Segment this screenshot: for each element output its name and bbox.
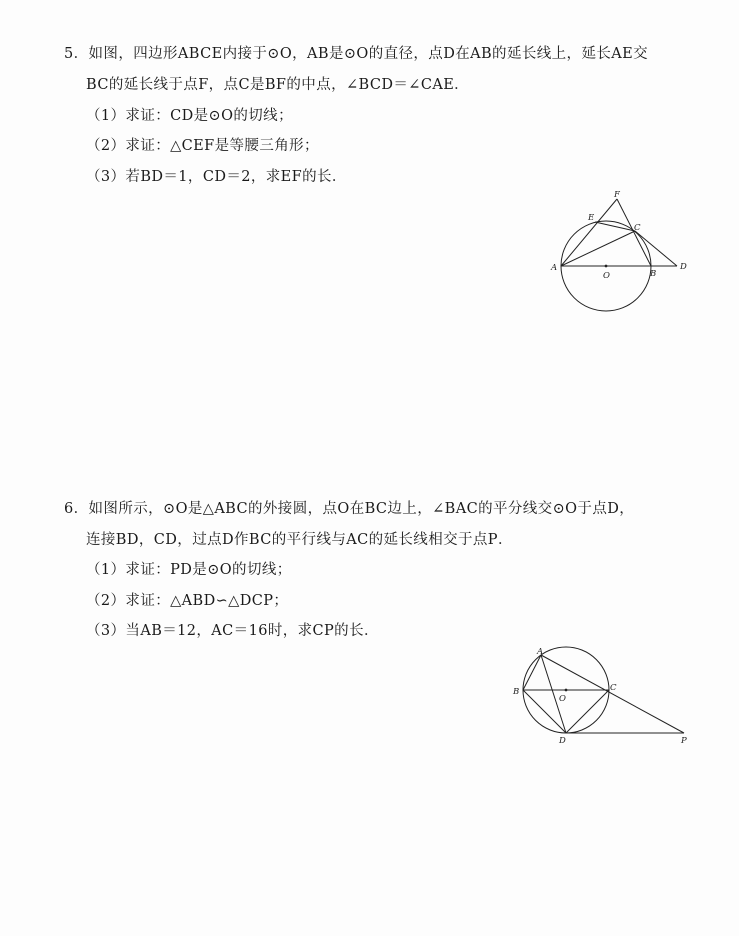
label-c: C [610, 683, 617, 693]
problem-5-line-1: 5．如图，四边形ABCE内接于⊙O，AB是⊙O的直径，点D在AB的延长线上，延长AE交 [64, 46, 649, 62]
label-d: D [559, 736, 566, 746]
label-o: O [603, 271, 610, 281]
label-b: B [650, 269, 657, 279]
label-e: E [588, 213, 595, 223]
segment-c-d [566, 690, 609, 733]
problem-6-part-1: （1）求证：PD是⊙O的切线； [86, 562, 292, 578]
center-o-dot [565, 689, 568, 692]
label-a: A [551, 263, 558, 273]
label-b: B [513, 687, 520, 697]
label-a: A [537, 647, 544, 657]
problem-5-line-2: BC的延长线于点F，点C是BF的中点，∠BCD＝∠CAE． [86, 77, 470, 93]
problem-6-part-2: （2）求证：△ABD∽△DCP； [86, 593, 289, 609]
problem-5-part-2: （2）求证：△CEF是等腰三角形； [86, 138, 319, 154]
problem-6-line-2: 连接BD，CD，过点D作BC的平行线与AC的延长线相交于点P． [86, 532, 513, 548]
label-p: P [681, 736, 687, 746]
problem-5-part-3: （3）若BD＝1，CD＝2，求EF的长． [86, 169, 347, 185]
segment-a-b [523, 655, 541, 690]
problem-6-line-1: 6．如图所示，⊙O是△ABC的外接圆，点O在BC边上，∠BAC的平分线交⊙O于点D， [64, 501, 635, 517]
label-d: D [680, 262, 687, 272]
problem-5-part-1: （1）求证：CD是⊙O的切线； [86, 108, 293, 124]
problem-6-part-3: （3）当AB＝12，AC＝16时，求CP的长． [86, 623, 379, 639]
label-c: C [634, 223, 641, 233]
label-o: O [559, 694, 566, 704]
label-f: F [614, 190, 620, 200]
